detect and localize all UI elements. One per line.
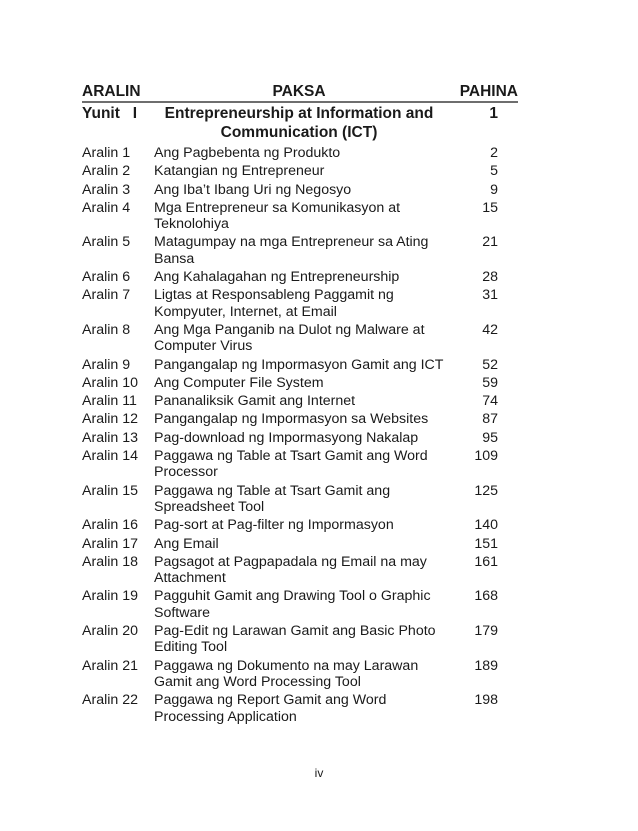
toc-header [82,80,518,103]
row-aralin: Aralin 5 [82,234,131,251]
table-row [82,483,518,516]
table-row [82,536,518,552]
table-of-contents [82,80,518,727]
table-row [82,234,518,267]
header-paksa: PAKSA [272,83,326,100]
row-paksa: Pangangalap ng Impormasyon sa Websites [154,411,429,428]
row-aralin: Aralin 18 [82,553,138,570]
row-paksa: Ang Mga Panganib na Dulot ng Malware at Computer Virus [154,321,425,355]
table-row [82,692,518,725]
row-paksa: Pag-Edit ng Larawan Gamit ang Basic Photo Editing Tool [154,623,436,656]
table-row [82,322,518,355]
row-paksa: Paggawa ng Table at Tsart Gamit ang Word Processor [154,448,428,481]
row-paksa: Pagsagot at Pagpapadala ng Email na may Attachment [154,553,427,587]
row-aralin: Aralin 10 [82,374,138,391]
row-pahina: 125 [474,482,498,499]
row-aralin: Aralin 4 [82,199,131,216]
header-pahina: PAHINA [459,83,518,100]
table-row [82,623,518,656]
table-row [82,517,518,533]
table-row [82,554,518,587]
row-aralin: Aralin 16 [82,517,138,534]
row-pahina: 28 [482,269,498,286]
row-aralin: Aralin 20 [82,623,138,640]
row-pahina: 15 [482,199,498,216]
table-row [82,145,518,161]
unit-title: Entrepreneurship at Information and Communication (ICT) [164,105,434,141]
row-aralin: Aralin 12 [82,411,138,428]
table-row [82,182,518,198]
row-paksa: Mga Entrepreneur sa Komunikasyon at Teknolohiya [154,199,401,233]
row-pahina: 109 [474,448,498,465]
row-pahina: 168 [474,588,498,605]
table-row [82,357,518,373]
row-pahina: 198 [474,692,498,709]
row-aralin: Aralin 21 [82,657,138,674]
row-aralin: Aralin 8 [82,321,131,338]
row-aralin: Aralin 19 [82,588,138,605]
unit-label: Yunit I [82,105,138,122]
row-pahina: 9 [490,181,498,198]
row-paksa: Pag-sort at Pag-ﬁlter ng Impormasyon [154,517,394,534]
table-row [82,448,518,481]
row-pahina: 5 [490,163,498,180]
row-pahina: 189 [474,657,498,674]
row-aralin: Aralin 9 [82,356,131,373]
row-paksa: Pangangalap ng Impormasyon Gamit ang ICT [154,356,444,373]
row-paksa: Paggawa ng Dokumento na may Larawan Gamit ang Word Processing Tool [154,657,419,690]
row-paksa: Ang Pagbebenta ng Produkto [154,145,341,161]
row-aralin: Aralin 22 [82,692,138,709]
row-paksa: Pag-download ng Impormasyong Nakalap [154,429,419,446]
row-aralin: Aralin 15 [82,482,138,499]
row-paksa: Ang Iba’t Ibang Uri ng Negosyo [154,181,352,198]
table-row [82,411,518,427]
row-aralin: Aralin 17 [82,535,138,552]
row-aralin: Aralin 14 [82,448,138,465]
row-pahina: 161 [474,553,498,570]
table-row [82,375,518,391]
header-aralin: ARALIN [82,83,141,100]
row-paksa: Matagumpay na mga Entrepreneur sa Ating Bansa [154,234,429,267]
row-paksa: Paggawa ng Table at Tsart Gamit ang Spreadsheet Tool [154,482,391,515]
table-row [82,430,518,446]
row-paksa: Ang Kahalagahan ng Entrepreneurship [154,269,400,286]
row-pahina: 87 [482,411,498,428]
row-pahina: 179 [474,623,498,640]
row-aralin: Aralin 7 [82,287,131,304]
row-aralin: Aralin 6 [82,269,131,286]
row-pahina: 31 [482,287,498,304]
table-row [82,163,518,179]
row-paksa: Paggawa ng Report Gamit ang Word Processing Application [154,692,387,725]
table-row [82,269,518,285]
row-aralin: Aralin 2 [82,163,131,180]
toc-rows [82,145,518,725]
row-paksa: Ligtas at Responsableng Paggamit ng Kompyuter, Internet, at Email [154,287,394,320]
row-pahina: 95 [482,429,498,446]
table-row [82,658,518,691]
row-paksa: Ang Email [154,535,219,552]
unit-page: 1 [489,105,498,122]
unit-row [82,104,518,142]
row-aralin: Aralin 13 [82,429,138,446]
table-row [82,588,518,621]
row-paksa: Pagguhit Gamit ang Drawing Tool o Graphic Software [154,588,431,621]
row-paksa: Ang Computer File System [154,374,324,391]
row-pahina: 21 [482,234,498,251]
table-row [82,393,518,409]
row-aralin: Aralin 1 [82,145,131,161]
row-pahina: 74 [482,393,498,410]
row-pahina: 52 [482,356,498,373]
table-row [82,200,518,233]
row-pahina: 151 [474,535,498,552]
row-pahina: 140 [474,517,498,534]
row-paksa: Pananaliksik Gamit ang Internet [154,393,356,410]
row-paksa: Katangian ng Entrepreneur [154,163,325,180]
row-pahina: 42 [482,321,498,338]
row-aralin: Aralin 3 [82,181,131,198]
row-pahina: 2 [490,145,498,161]
page-number: iv [314,766,324,780]
row-pahina: 59 [482,374,498,391]
table-row [82,287,518,320]
row-aralin: Aralin 11 [82,393,137,410]
